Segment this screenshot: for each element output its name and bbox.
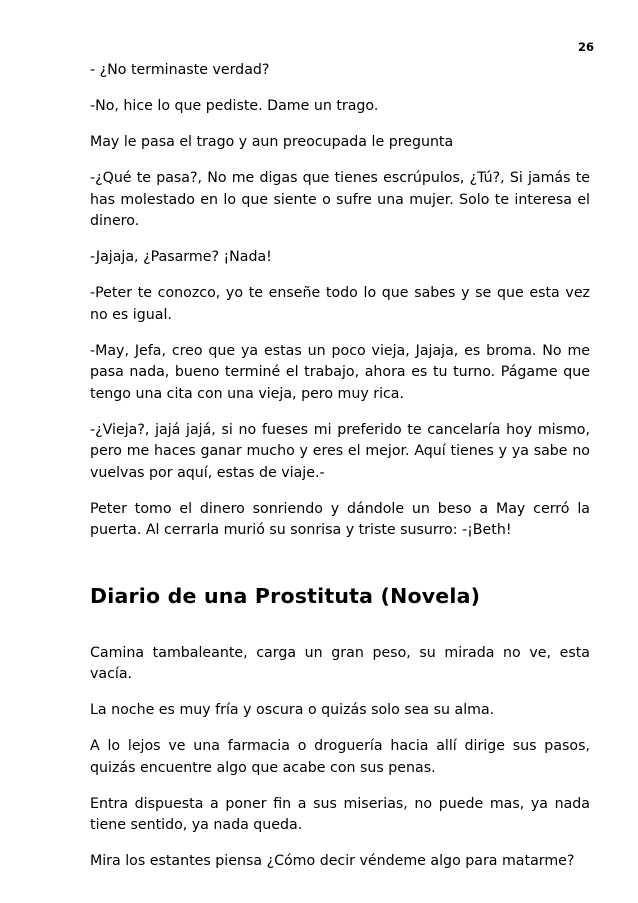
paragraph-narration-2: Peter tomo el dinero sonriendo y dándole un beso a May cerró la puerta. Al cerrarla murió su sonrisa y triste susurro: -¡Beth! <box>90 500 590 538</box>
page-number: 26 <box>577 40 594 54</box>
paragraph-dialogue-1: - ¿No terminaste verdad? <box>90 62 270 78</box>
paragraph-story-2: La noche es muy fría y oscura o quizás solo sea su alma. <box>90 702 495 718</box>
paragraph-dialogue-3: -¿Qué te pasa?, No me digas que tienes escrúpulos, ¿Tú?, Si jamás te has molestado en lo que siente o sufre una mujer. Solo te interesa el dinero. <box>90 170 590 229</box>
paragraph-dialogue-2: -No, hice lo que pediste. Dame un trago. <box>90 98 379 114</box>
page-content <box>90 60 590 887</box>
paragraph-dialogue-7: -¿Vieja?, jajá jajá, si no fueses mi preferido te cancelaría hoy mismo, pero me haces ganar mucho y eres el mejor. Aquí tienes y ya sabe no vuelvas por aquí, estas de viaje.- <box>90 421 590 481</box>
paragraph-dialogue-6: -May, Jefa, creo que ya estas un poco vieja, Jajaja, es broma. No me pasa nada, bueno terminé el trabajo, ahora es tu turno. Págame que tengo una cita con una vieja, pero muy rica. <box>90 342 590 402</box>
paragraph-story-3: A lo lejos ve una farmacia o droguería hacia allí dirige sus pasos, quizás encuentre algo que acabe con sus penas. <box>90 738 590 776</box>
paragraph-story-1: Camina tambaleante, carga un gran peso, su mirada no ve, esta vacía. <box>90 644 590 682</box>
paragraph-story-4: Entra dispuesta a poner fin a sus miserias, no puede mas, ya nada tiene sentido, ya nada queda. <box>90 795 590 833</box>
paragraph-story-5: Mira los estantes piensa ¿Cómo decir véndeme algo para matarme? <box>90 853 575 869</box>
paragraph-dialogue-4: -Jajaja, ¿Pasarme? ¡Nada! <box>90 249 272 265</box>
paragraph-dialogue-5: -Peter te conozco, yo te enseñe todo lo que sabes y se que esta vez no es igual. <box>90 285 590 323</box>
section-heading: Diario de una Prostituta (Novela) <box>90 583 481 608</box>
paragraph-narration-1: May le pasa el trago y aun preocupada le pregunta <box>90 134 454 150</box>
